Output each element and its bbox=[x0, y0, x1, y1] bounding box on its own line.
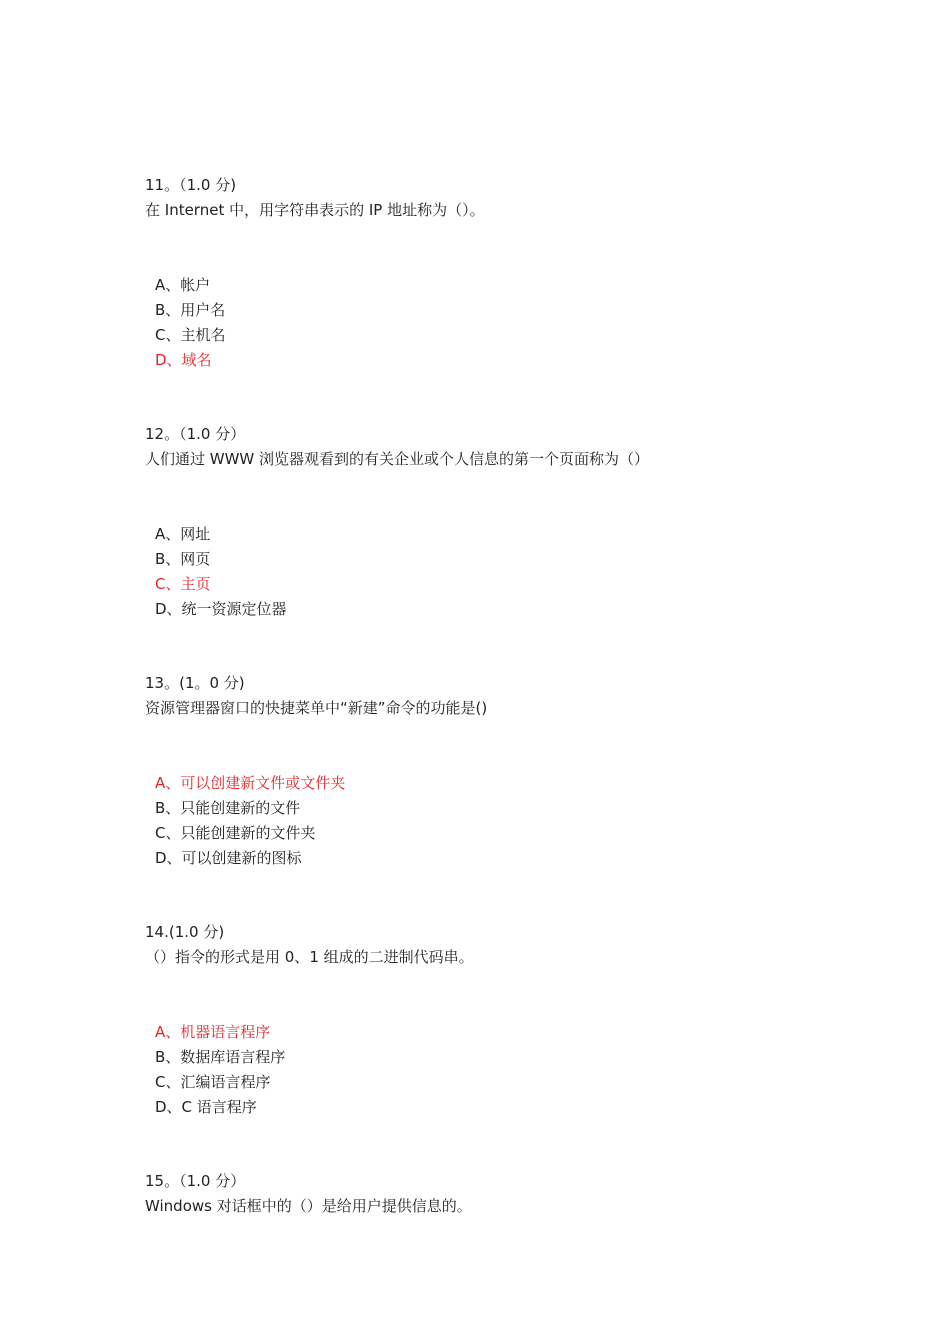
option-a: A、可以创建新文件或文件夹 bbox=[155, 774, 346, 792]
option-d: D、C 语言程序 bbox=[155, 1098, 257, 1116]
question-text: 资源管理器窗口的快捷菜单中“新建”命令的功能是() bbox=[145, 699, 488, 717]
option-b: B、数据库语言程序 bbox=[155, 1048, 286, 1066]
question-header: 12。（1.0 分） bbox=[145, 425, 246, 443]
option-c: C、主页 bbox=[155, 575, 211, 593]
question-14 bbox=[145, 920, 845, 1120]
question-header: 14.(1.0 分) bbox=[145, 923, 225, 941]
question-header: 15。（1.0 分） bbox=[145, 1172, 246, 1190]
option-a: A、帐户 bbox=[155, 276, 211, 294]
option-list bbox=[145, 522, 845, 622]
question-text: （）指令的形式是用 0、1 组成的二进制代码串。 bbox=[145, 948, 474, 966]
option-list bbox=[145, 1020, 845, 1120]
option-list bbox=[145, 273, 845, 373]
option-b: B、用户名 bbox=[155, 301, 226, 319]
question-text: 人们通过 WWW 浏览器观看到的有关企业或个人信息的第一个页面称为（） bbox=[145, 450, 650, 468]
option-d: D、统一资源定位器 bbox=[155, 600, 287, 618]
option-c: C、汇编语言程序 bbox=[155, 1073, 271, 1091]
option-d: D、可以创建新的图标 bbox=[155, 849, 302, 867]
option-list bbox=[145, 771, 845, 871]
question-13 bbox=[145, 671, 845, 871]
question-text: Windows 对话框中的（）是给用户提供信息的。 bbox=[145, 1197, 472, 1215]
option-a: A、网址 bbox=[155, 525, 211, 543]
question-text: 在 Internet 中，用字符串表示的 IP 地址称为（）。 bbox=[145, 201, 485, 219]
question-header: 11。（1.0 分) bbox=[145, 176, 237, 194]
option-b: B、网页 bbox=[155, 550, 211, 568]
option-c: C、只能创建新的文件夹 bbox=[155, 824, 316, 842]
question-12 bbox=[145, 422, 845, 622]
option-c: C、主机名 bbox=[155, 326, 226, 344]
question-15 bbox=[145, 1169, 845, 1219]
option-d: D、域名 bbox=[155, 351, 212, 369]
option-a: A、机器语言程序 bbox=[155, 1023, 271, 1041]
question-11 bbox=[145, 173, 845, 373]
option-b: B、只能创建新的文件 bbox=[155, 799, 301, 817]
question-header: 13。(1。0 分) bbox=[145, 674, 245, 692]
